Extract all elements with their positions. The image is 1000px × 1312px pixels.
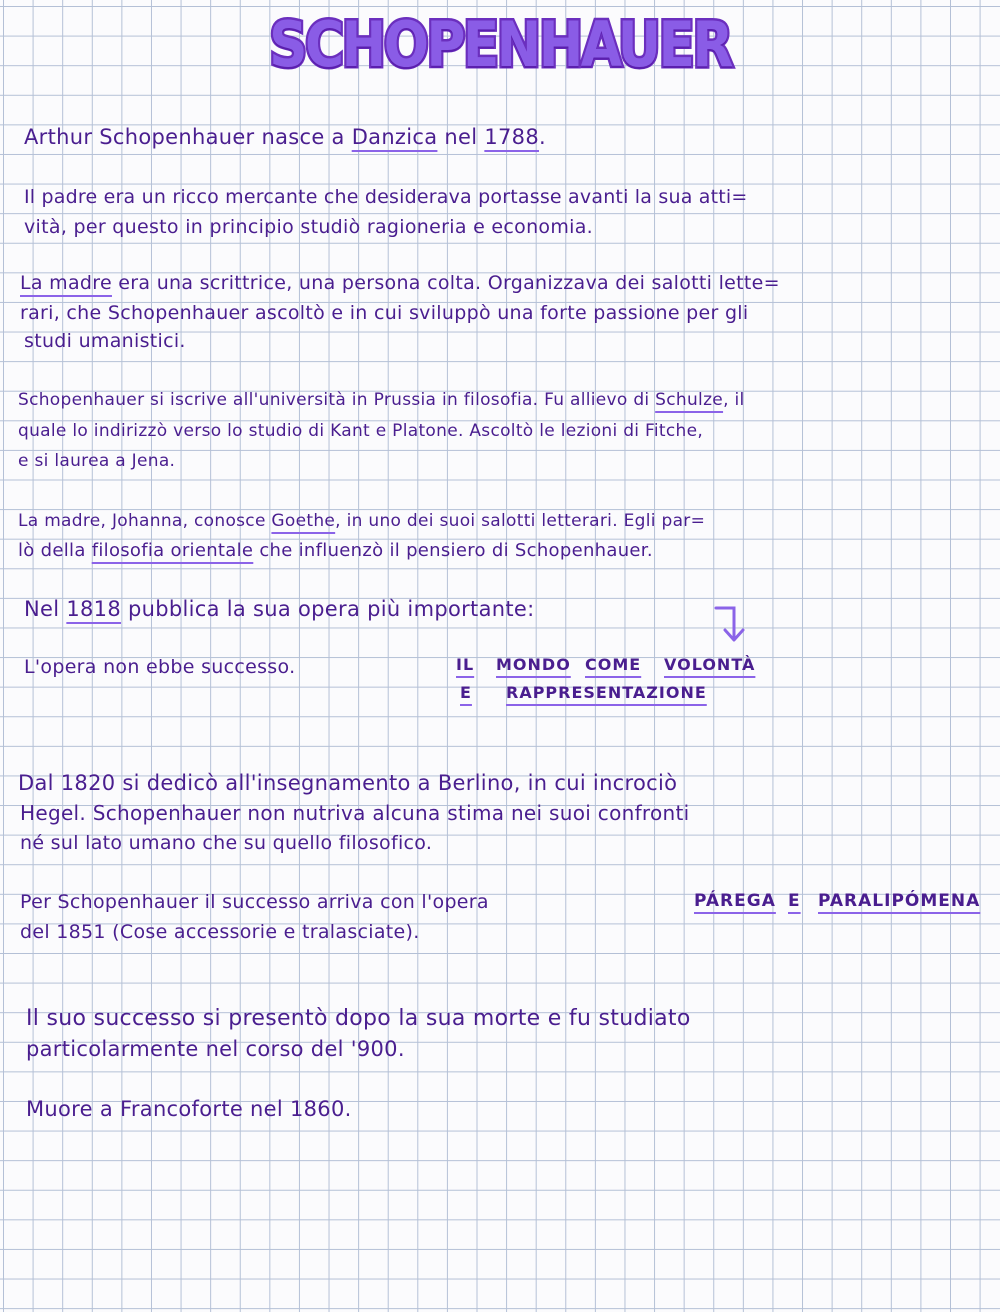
goethe-line-2	[18, 536, 653, 566]
birth-end: .	[539, 125, 546, 149]
goethe-highlight: Goethe	[271, 511, 336, 531]
work-title-come: COME	[585, 655, 642, 674]
orient-text: lò della	[18, 540, 92, 561]
berlin-line-3: né sul lato umano che su quello filosofico.	[20, 832, 433, 854]
mother-highlight: La madre	[20, 272, 112, 294]
work-title-mondo: MONDO	[496, 655, 571, 674]
birth-place: Danzica	[351, 125, 438, 149]
work-title-rappresentazione: RAPPRESENTAZIONE	[506, 683, 707, 702]
oriental-philosophy-highlight: filosofia orientale	[91, 540, 254, 561]
mother-line-1	[20, 268, 780, 298]
mother-line-2: rari, che Schopenhauer ascoltò e in cui sviluppò una forte passione per gli	[20, 302, 749, 324]
legacy-line-2: particolarmente nel corso del '900.	[26, 1037, 405, 1061]
university-line-2: quale lo indirizzò verso lo studio di Kant e Platone. Ascoltò le lezioni di Fitche,	[18, 421, 704, 441]
legacy-line-1: Il suo successo si presentò dopo la sua morte e fu studiato	[26, 1006, 691, 1031]
father-line-2: vità, per questo in principio studiò ragioneria e economia.	[24, 216, 594, 238]
page-title: SCHOPENHAUER	[269, 8, 731, 81]
work-intro-pre: Nel	[24, 597, 67, 621]
work-title-e: E	[460, 683, 472, 702]
university-post: , il	[723, 390, 745, 410]
parerga-line-1: Per Schopenhauer il successo arriva con l'opera	[20, 891, 489, 913]
university-line-1	[18, 385, 745, 415]
down-arrow-icon	[712, 602, 752, 646]
schulze-highlight: Schulze	[655, 390, 724, 410]
birth-text: Arthur Schopenhauer nasce a	[24, 125, 352, 149]
no-success-line: L'opera non ebbe successo.	[24, 656, 296, 678]
work-title-volonta: VOLONTÀ	[664, 655, 756, 674]
orient-post: che influenzò il pensiero di Schopenhauer.	[253, 540, 653, 561]
parerga-word-2: E	[788, 891, 801, 911]
berlin-line-2: Hegel. Schopenhauer non nutriva alcuna stima nei suoi confronti	[20, 801, 690, 825]
goethe-text: La madre, Johanna, conosce	[18, 511, 272, 531]
university-text: Schopenhauer si iscrive all'università in Prussia in filosofia. Fu allievo di	[18, 390, 656, 410]
birth-mid: nel	[437, 125, 485, 149]
goethe-post: , in uno dei suoi salotti letterari. Egli par=	[335, 511, 706, 531]
parerga-line-2: del 1851 (Cose accessorie e tralasciate).	[20, 921, 420, 943]
parerga-word-3: PARALIPÓMENA	[818, 891, 981, 911]
berlin-line-1: Dal 1820 si dedicò all'insegnamento a Berlino, in cui incrociò	[18, 771, 678, 795]
mother-text: era una scrittrice, una persona colta. Organizzava dei salotti lette=	[111, 272, 780, 294]
goethe-line-1	[18, 506, 705, 536]
university-line-3: e si laurea a Jena.	[18, 451, 176, 471]
birth-year: 1788	[484, 125, 539, 149]
work-title-il: IL	[456, 655, 475, 674]
work-year: 1818	[66, 597, 121, 621]
parerga-word-1: PÁREGA	[694, 891, 776, 911]
father-line-1: Il padre era un ricco mercante che desiderava portasse avanti la sua atti=	[24, 186, 748, 208]
work-intro-post: pubblica la sua opera più importante:	[121, 597, 535, 621]
death-line: Muore a Francoforte nel 1860.	[26, 1097, 352, 1121]
birth-line	[24, 122, 546, 152]
work-intro-line	[24, 594, 534, 624]
mother-line-3: studi umanistici.	[24, 330, 186, 352]
